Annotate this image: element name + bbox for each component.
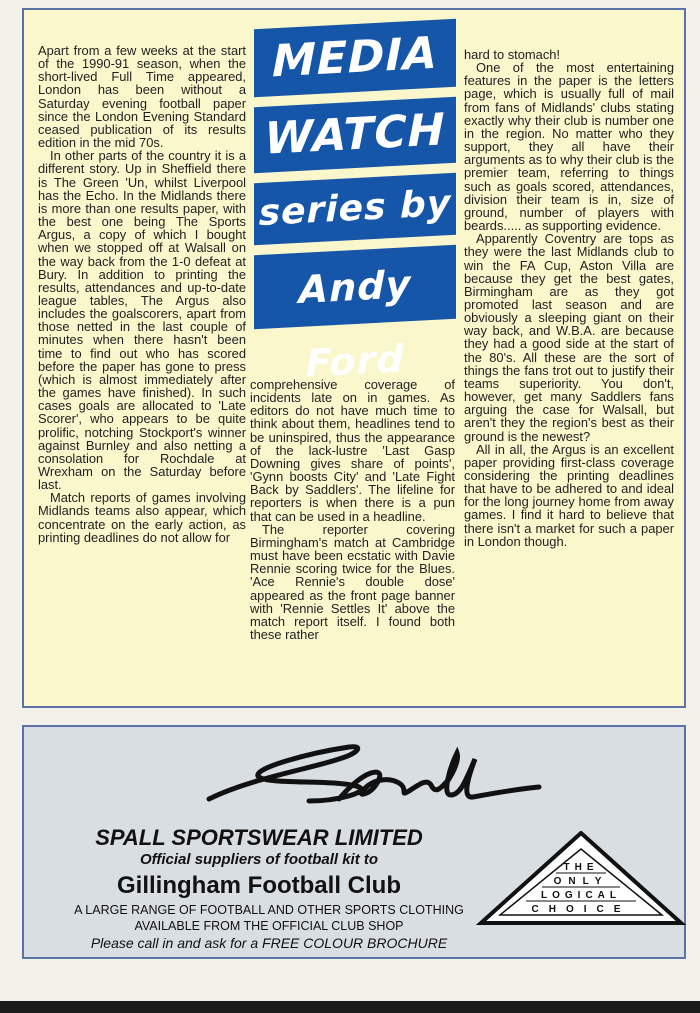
paragraph: Apparently Coventry are tops as they were the last Midlands club to win the FA Cup, Aston Villa are because they get the best gates, Birmingham are as they got promoted last season and are obviously a sleeping giant on their way back, and W.B.A. are because they had a good side at the start of the 80's. All these are the sort of things the fans trot out to justify their teams superiority. You don't, however, get many Saddlers fans arguing the case for Walsall, but aren't they the region's best as their ground is the newest? bbox=[464, 231, 674, 444]
title-line-watch: WATCH bbox=[254, 97, 456, 174]
title-line-media: MEDIA bbox=[254, 19, 456, 98]
paragraph: All in all, the Argus is an excellent paper providing first-class coverage considering the printing deadlines that have to be adhered to and ideal for the long journey home from away games. I find it hard to believe that there isn't a market for such a paper in London though. bbox=[464, 441, 674, 549]
paragraph: The reporter covering Birmingham's match at Cambridge must have been ecstatic with Davie Rennie scoring twice for the Blues. 'Ace Rennie's double dose' appeared as the front page banner with 'Rennie Settles It' above the match report itself. I found both these rather bbox=[250, 521, 455, 642]
range-line: A LARGE RANGE OF FOOTBALL AND OTHER SPORTS CLOTHING bbox=[74, 903, 464, 917]
club-name: Gillingham Football Club bbox=[117, 872, 401, 899]
article-column-3 bbox=[464, 48, 674, 548]
article-column-1 bbox=[38, 44, 246, 544]
triangle-row-3: LOGICAL bbox=[541, 890, 621, 901]
paragraph: Match reports of games involving Midlands teams also appear, which concentrate on the early action, as printing deadlines do not allow for bbox=[38, 490, 246, 545]
title-line-series-by: series by bbox=[254, 173, 456, 246]
paragraph: One of the most entertaining features in the paper is the letters page, which is usually full of mail from fans of Midlands' clubs stating exactly why their club is number one in the region. No matter who they support, they all have their arguments as to why their club is the premier team, referring to things such as goals scored, attendances, division their team is in, size of ground, number of players with beards..... as supporting evidence. bbox=[464, 60, 674, 234]
title-line-author: Andy Ford bbox=[254, 245, 456, 330]
shop-line: AVAILABLE FROM THE OFFICIAL CLUB SHOP bbox=[134, 919, 404, 933]
article-box bbox=[22, 8, 686, 708]
paragraph: hard to stomach! bbox=[464, 47, 561, 62]
spall-signature-logo bbox=[189, 739, 549, 809]
spall-advert bbox=[22, 725, 686, 959]
only-logical-choice-triangle bbox=[476, 831, 686, 931]
paragraph: Apart from a few weeks at the start of the 1990-91 season, when the short-lived Full Time appeared, London has been without a Saturday evening football paper since the London Evening Standard ceased publication of its results edition in the mid 70s. bbox=[38, 43, 246, 151]
paragraph: comprehensive coverage of incidents late on in games. As editors do not have much time to think about them, headlines tend to be uninspired, thus the appearance of the lack-lustre 'Last Gasp Downing gives share of points', 'Gynn boosts City' and 'Late Fight Back by Saddlers'. The lifeline for reporters is when there is a pun that can be used in a headline. bbox=[250, 377, 455, 524]
brochure-line: Please call in and ask for a FREE COLOUR BROCHURE bbox=[90, 935, 448, 951]
article-column-2 bbox=[250, 378, 455, 641]
triangle-row-1: THE bbox=[563, 862, 599, 873]
triangle-row-2: ONLY bbox=[553, 876, 609, 887]
media-watch-title bbox=[254, 24, 456, 386]
paragraph: In other parts of the country it is a different story. Up in Sheffield there is The Green 'Un, whilst Liverpool has the Echo. In the Midlands there is more than one results paper, with the best one being The Sports Argus, a copy of which I bought when we stopped off at Walsall on the way back from the 1-0 defeat at Bury. In addition to printing the results, attendances and up-to-date league tables, The Argus also includes the goalscorers, apart from those netted in the last couple of minutes when there hasn't been time to find out who has scored before the paper has gone to press (which is almost immediately after the games have finished). In such cases goals are allocated to 'Late Scorer', who appears to be quite prolific, notching Stockport's winner against Burnley and also netting a consolation for Rochdale at Wrexham on the Saturday before last. bbox=[38, 148, 246, 493]
suppliers-line: Official suppliers of football kit to bbox=[139, 851, 379, 868]
page-edge-bar bbox=[0, 1001, 700, 1013]
triangle-row-4: CHOICE bbox=[531, 904, 631, 915]
company-name: SPALL SPORTSWEAR LIMITED bbox=[95, 825, 423, 850]
